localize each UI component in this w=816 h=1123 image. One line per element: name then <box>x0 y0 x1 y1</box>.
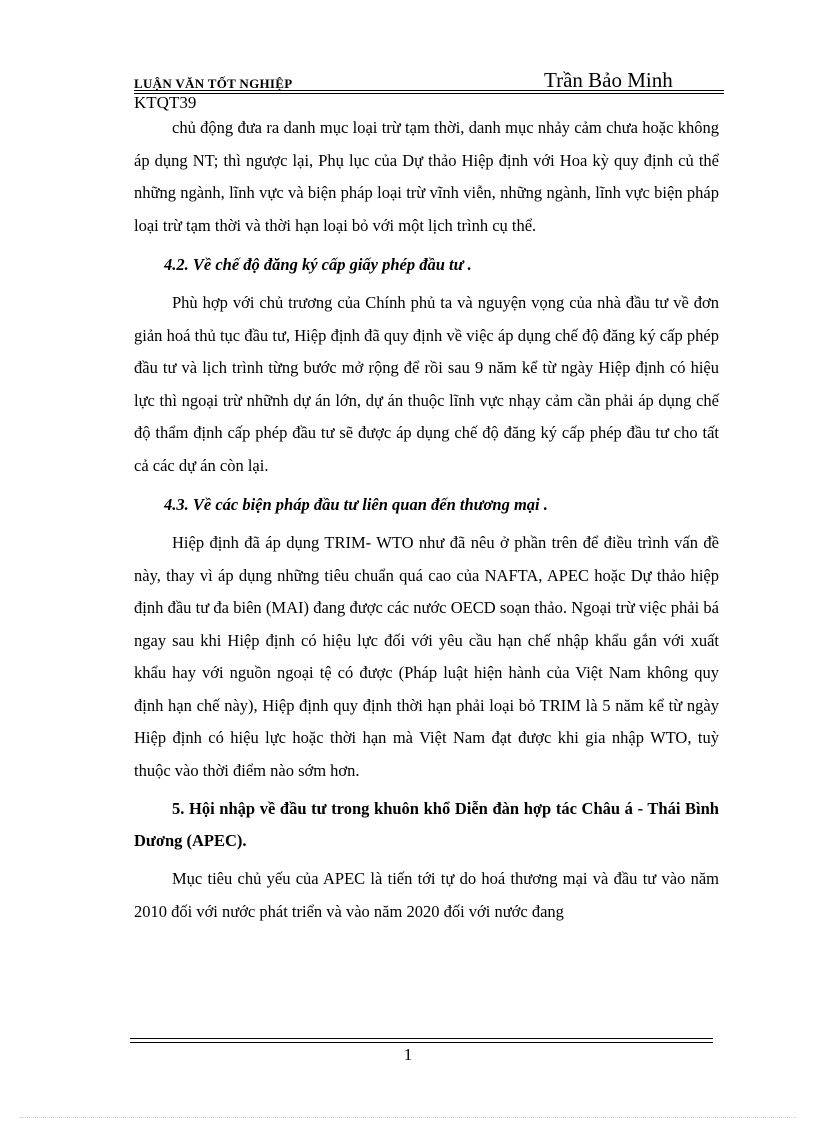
heading-4-2: 4.2. Về chế độ đăng ký cấp giấy phép đầu tư . <box>164 255 472 274</box>
paragraph-1: chủ động đưa ra danh mục loại trừ tạm thời, danh mục nhảy cảm chưa hoặc không áp dụng NT; thì ngược lại, Phụ lục của Dự thảo Hiệp định với Hoa kỳ quy định củ thể những ngành, lĩnh vực và biện pháp loại trừ vĩnh viễn, những ngành, lĩnh vực biện pháp loại trừ tạm thời và thời hạn loại bỏ với một lịch trình cụ thể. <box>134 118 719 235</box>
header-rule <box>134 90 724 94</box>
paragraph-3: Hiệp định đã áp dụng TRIM- WTO như đã nêu ở phần trên để điều trình vấn đề này, thay vì áp dụng những tiêu chuẩn quá cao của NAFTA, APEC hoặc Dự thảo hiệp định đầu tư đa biên (MAI) đang được các nước OECD soạn thảo. Ngoại trừ việc phải bá ngay sau khi Hiệp định có hiệu lực đối với yêu cầu hạn chế nhập khẩu gắn với xuất khẩu hay với nguồn ngoại tệ có được (Pháp luật hiện hành của Việt Nam không quy định hạn chế này), Hiệp định quy định thời hạn phải loại bỏ TRIM là 5 năm kể từ ngày Hiệp định có hiệu lực hoặc thời hạn mà Việt Nam đạt được khi gia nhập WTO, tuỳ thuộc vào thời điểm nào sớm hơn. <box>134 533 719 780</box>
page-edge-divider <box>20 1117 796 1118</box>
header-author-name: Trần Bảo Minh <box>544 68 673 92</box>
heading-5: 5. Hội nhập về đầu tư trong khuôn khổ Diễn đàn hợp tác Châu á - Thái Bình Dương (APEC). <box>134 799 719 850</box>
footer-rule <box>130 1038 713 1043</box>
paragraph-2: Phù hợp với chủ trương của Chính phủ ta và nguyện vọng của nhà đầu tư về đơn giản hoá thủ tục đầu tư, Hiệp định đã quy định về việc áp dụng chế độ đăng ký cấp phép đầu tư và lịch trình từng bước mở rộng để rồi sau 9 năm kể từ ngày Hiệp định có hiệu lực thì ngoại trừ nhữnh dự án lớn, dự án thuộc lĩnh vực nhạy cảm cần phải áp dụng chế độ thẩm định cấp phép đầu tư sẽ được áp dụng chế độ đăng ký cấp phép đầu tư cho tất cả các dự án còn lại. <box>134 293 719 475</box>
page-number: 1 <box>403 1045 413 1064</box>
heading-4-3: 4.3. Về các biện pháp đầu tư liên quan đến thương mại . <box>164 495 548 514</box>
header-thesis-label: LUẬN VĂN TỐT NGHIỆP <box>134 76 293 91</box>
body-text <box>134 112 719 928</box>
paragraph-4: Mục tiêu chủ yếu của APEC là tiến tới tự do hoá thương mại và đầu tư vào năm 2010 đối với nước phát triển và vào năm 2020 đối với nước đang <box>134 869 719 921</box>
page-header <box>134 70 724 94</box>
header-class-code: KTQT39 <box>134 93 197 112</box>
